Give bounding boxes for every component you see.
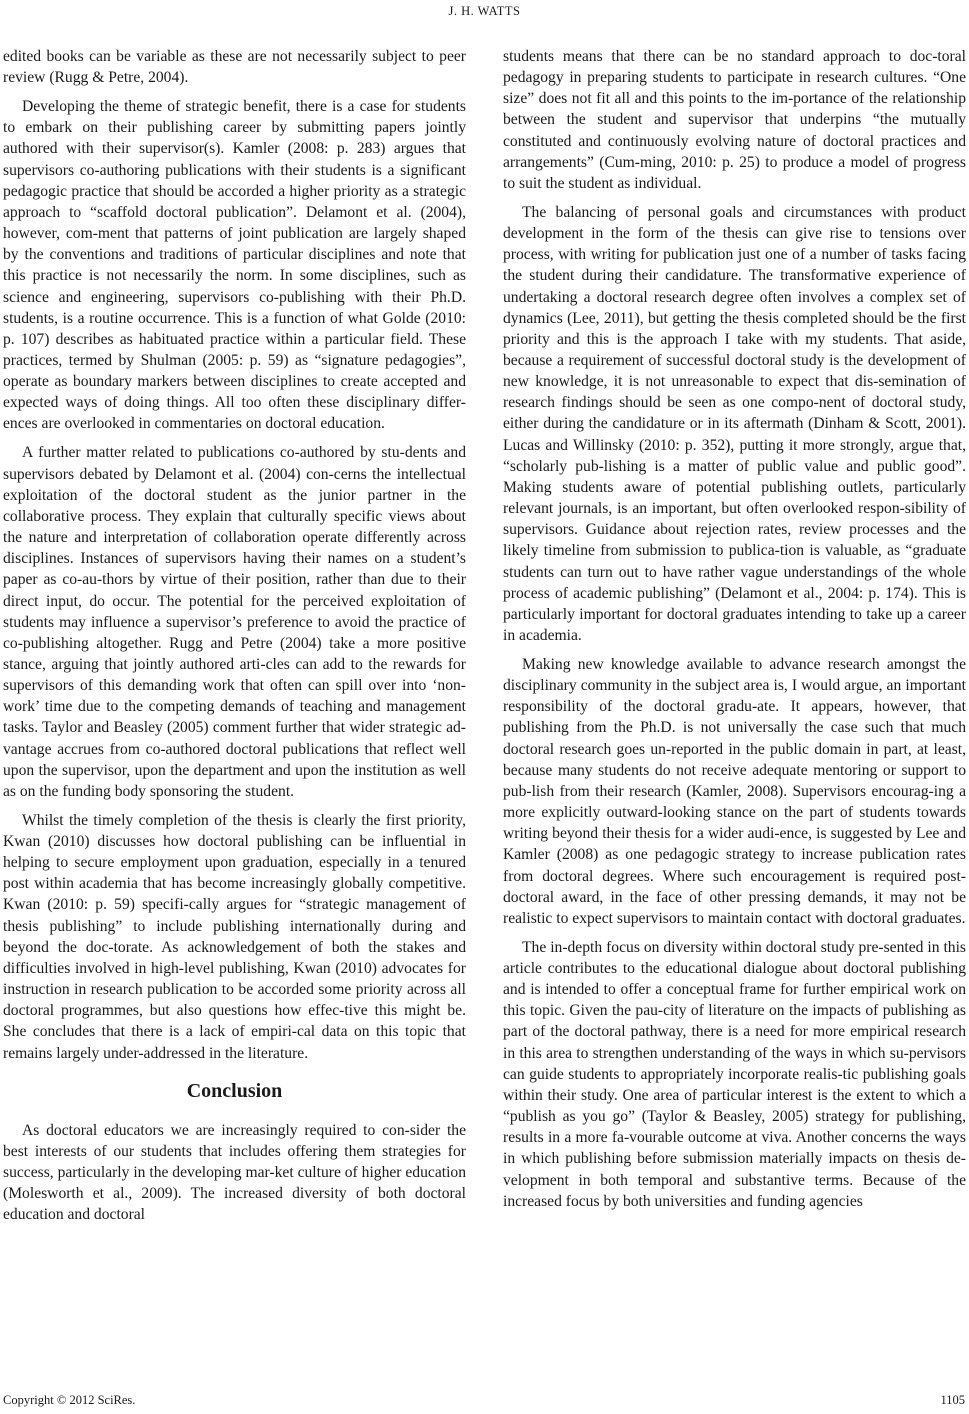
section-heading: Conclusion <box>186 1079 283 1102</box>
copyright-notice: Copyright © 2012 SciRes. <box>3 1393 136 1407</box>
paragraph: As doctoral educators we are increasingly required to con-sider the best interests of our students that includes offering them strategies for success, particularly in the developing mar-ket culture of higher education (Molesworth et al., 2009). The increased diversity of both doctoral education and doctoral <box>3 1121 467 1224</box>
paragraph: The balancing of personal goals and circumstances with product development in the form of the thesis can give rise to tensions over process, with writing for publication just one of a number of tasks facing the student during their candidature. The transformative experience of undertaking a doctoral research degree often involves a complex set of dynamics (Lee, 2011), but getting the thesis completed should be the first priority and this is the approach I take with my students. That aside, because a requirement of successful doctoral study is the development of new knowledge, it is not unreasonable to expect that dis-semination of research findings should be seen as one compo-nent of doctoral study, either during the candidature or in its aftermath (Dinham & Scott, 2001). Lucas and Willinsky (2010: p. 352), putting it more strongly, argue that, “scholarly pub-lishing is a matter of public value and public good”. Making students aware of potential publishing outlets, particularly relevant journals, is an important, but often overlooked respon-sibility of supervisors. Guidance about rejection rates, review processes and the likely timeline from submission to publica-tion is valuable, as “graduate students can turn out to have rather vague understandings of the whole process of academic publishing” (Delamont et al., 2004: p. 174). This is particularly important for doctoral graduates intending to take up a career in academia. <box>503 203 966 645</box>
paragraph: Making new knowledge available to advance research amongst the disciplinary community in the subject area is, I would argue, an important responsibility of the doctoral gradu-ate. It appears, however, that publishing from the Ph.D. is not universally the case such that much doctoral research goes un-reported in the public domain in part, at least, because many students do not receive adequate mentoring or support to pub-lish from their research (Kamler, 2008). Supervisors encourag-ing a more explicitly outward-looking stance on the part of students towards writing beyond their thesis for a wider audi-ence, is suggested by Lee and Kamler (2008) as one pedagogic strategy to increase publication rates from doctoral degrees. Where such encouragement is required post-doctoral award, in the face of other pressing demands, it may not be realistic to expect supervisors to maintain contact with doctoral graduates. <box>503 655 966 927</box>
paragraph: students means that there can be no standard approach to doc-toral pedagogy in preparing students to participate in research cultures. “One size” does not fit all and this points to the im-portance of the relationship between the student and supervisor that underpins “the mutually constituted and continuously evolving nature of doctoral practices and arrangements” (Cum-ming, 2010: p. 25) to produce a model of progress to suit the student as individual. <box>503 48 966 192</box>
page-number: 1105 <box>940 1393 965 1407</box>
paragraph: The in-depth focus on diversity within doctoral study pre-sented in this article contributes to the educational dialogue about doctoral publishing and is intended to offer a conceptual frame for further empirical work on this topic. Given the pau-city of literature on the impacts of publishing as part of the doctoral pathway, there is a need for more empirical research in this area to strengthen understanding of the ways in which su-pervisors can guide students to appropriately incorporate realis-tic publishing goals within their study. One area of particular interest is the extent to which a “publish as you go” (Taylor & Beasley, 2005) strategy for publishing, results in a more fa-vourable outcome at viva. Another concerns the ways in which publishing before submission materially impacts on thesis de-velopment in both temporal and substantive terms. Because of the increased focus by both universities and funding agencies <box>503 938 966 1210</box>
paragraph: edited books can be variable as these are not necessarily subject to peer review (Rugg & Petre, 2004). <box>3 48 466 87</box>
running-head: J. H. WATTS <box>448 4 521 18</box>
left-column <box>3 46 466 1233</box>
paragraph: Developing the theme of strategic benefit, there is a case for students to embark on their publishing career by submitting papers jointly authored with their supervisor(s). Kamler (2008: p. 283) argues that supervisors co-authoring publications with their students is a significant pedagogic practice that should be accorded a higher priority as a strategic approach to “scaffold doctoral publication”. Delamont et al. (2004), however, com-ment that patterns of joint publication are largely shaped by the conventions and traditions of particular disciplines and note that this practice is not necessarily the norm. In some disciplines, such as science and engineering, supervisors co-publishing with their Ph.D. students, is a routine occurrence. This is a function of what Golde (2010: p. 107) describes as habituated practice within a particular field. These practices, termed by Shulman (2005: p. 59) as “signature pedagogies”, operate as boundary markers between disciplines to create accepted and expected ways of doing things. All too often these disciplinary differ-ences are overlooked in commentaries on doctoral education. <box>3 98 466 433</box>
paragraph: A further matter related to publications co-authored by stu-dents and supervisors debated by Delamont et al. (2004) con-cerns the intellectual exploitation of the doctoral student as the junior partner in the collaborative process. They explain that culturally specific views about the nature and interpretation of collaboration operate differently across disciplines. Instances of supervisors having their names on a student’s paper as co-au-thors by virtue of their position, rather than due to their direct input, do occur. The potential for the perceived exploitation of students may influence a supervisor’s preference to avoid the practice of co-publishing altogether. Rugg and Petre (2004) take a more positive stance, arguing that jointly authored arti-cles can add to the rewards for supervisors of this demanding work that often can spill over into ‘non-work’ time due to the competing demands of teaching and management tasks. Taylor and Beasley (2005) comment further that wider strategic ad-vantage accrues from co-authored doctoral publications that reflect well upon the supervisor, upon the department and upon the institution as well as on the funding body sponsoring the student. <box>3 444 466 800</box>
right-column <box>503 46 966 1220</box>
paragraph: Whilst the timely completion of the thesis is clearly the first priority, Kwan (2010) discusses how doctoral publishing can be influential in helping to secure employment upon graduation, especially in a tenured post within academia that has become increasingly globally competitive. Kwan (2010: p. 59) specifi-cally argues for “strategic management of thesis publishing” to include publishing internationally during and beyond the doc-torate. As acknowledgement of both the stakes and difficulties involved in high-level publishing, Kwan (2010) advocates for instruction in research publication to be accorded some priority across all doctoral programmes, but also questions how effec-tive this might be. She concludes that there is a lack of empiri-cal data on this topic that remains largely under-addressed in the literature. <box>3 811 466 1062</box>
